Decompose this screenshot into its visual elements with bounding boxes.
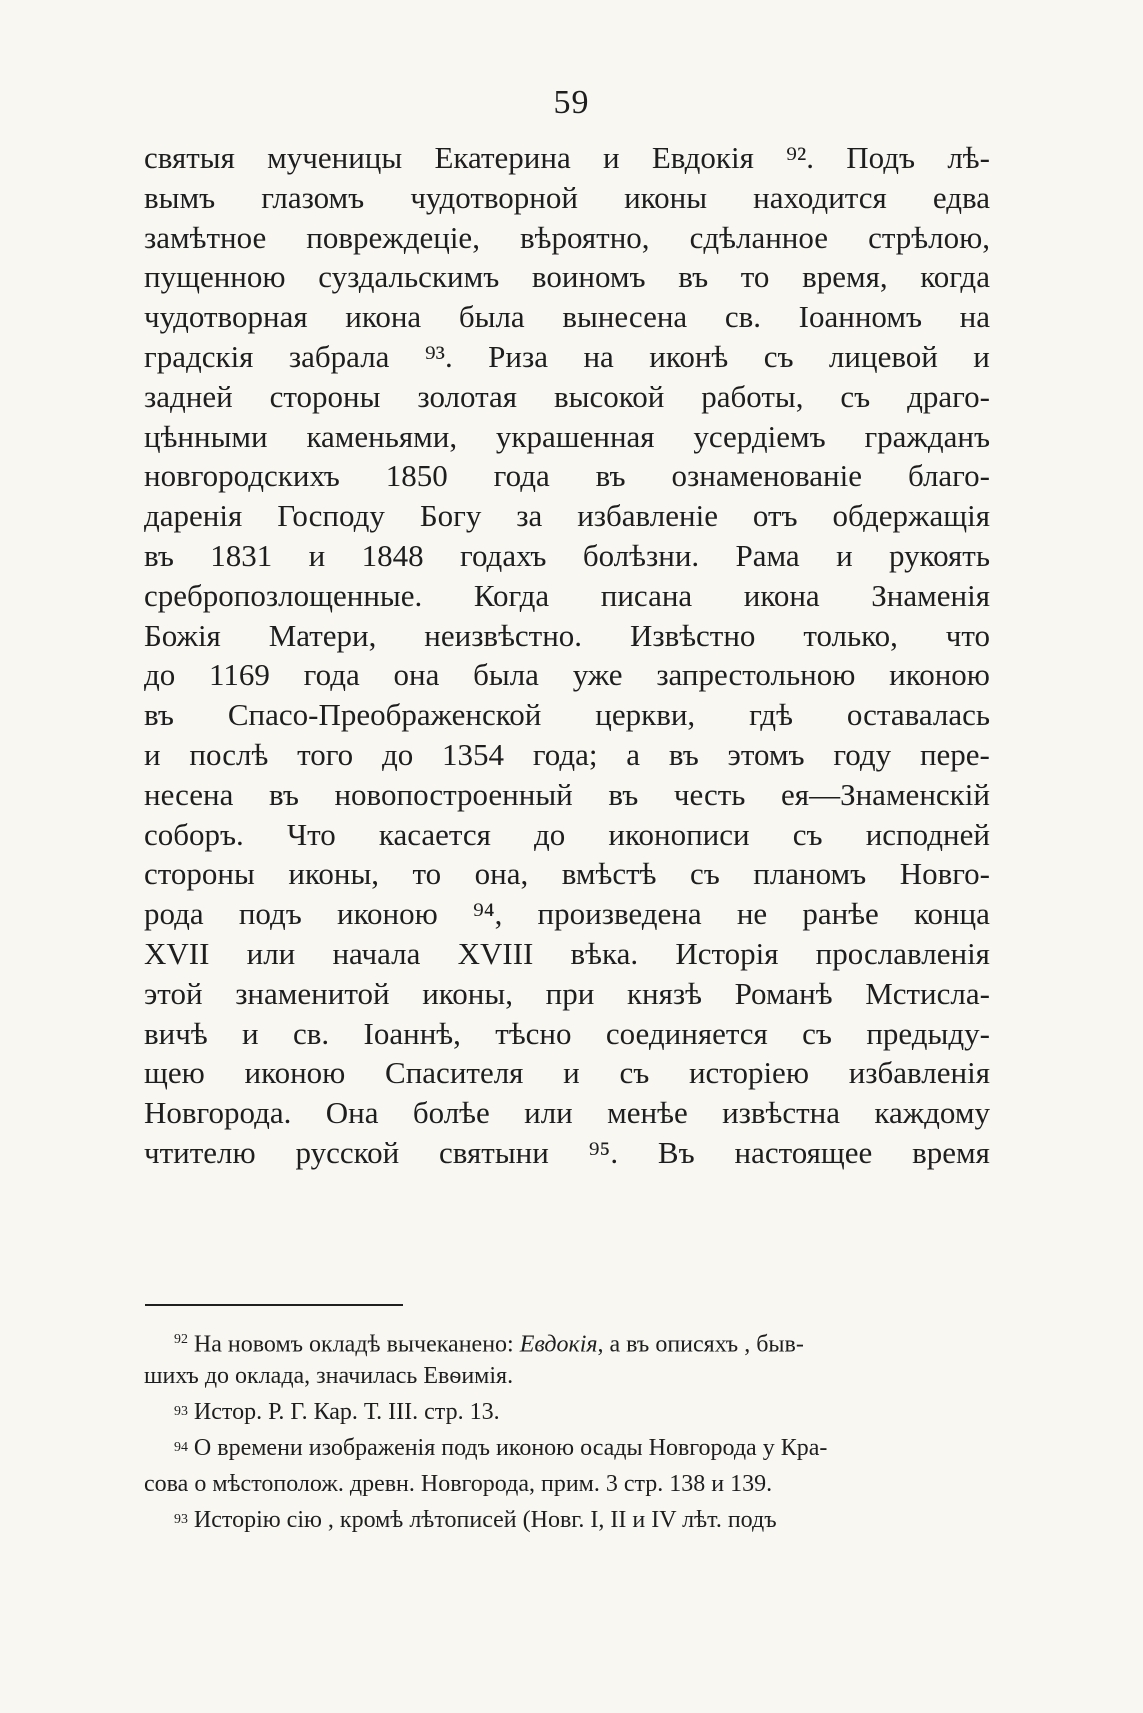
word: каждому — [874, 1095, 990, 1131]
word: за — [516, 498, 543, 534]
word: съ — [840, 378, 871, 414]
word: рода — [144, 896, 204, 932]
word: до — [381, 736, 414, 772]
word: вынесена — [562, 299, 688, 335]
word: избавленія — [848, 1055, 990, 1091]
footnote-93-marker: 93 — [174, 1404, 188, 1419]
footnote-92-italic-name: Евдокія — [519, 1331, 598, 1358]
word: оставалась — [846, 697, 990, 733]
word: она, — [474, 856, 529, 892]
text-line — [144, 337, 990, 377]
word: при — [545, 975, 595, 1011]
word: ⁹⁵. — [588, 1134, 619, 1170]
text-line — [144, 974, 990, 1014]
word: 1169 — [209, 657, 270, 693]
word: 1354 — [442, 736, 505, 772]
word: воиномъ — [531, 259, 646, 295]
word: пере- — [919, 736, 990, 772]
word: гдѣ — [749, 697, 793, 733]
footnote-94-marker: 94 — [174, 1440, 188, 1455]
text-line — [144, 496, 990, 536]
word: Спасо-Преображенской — [227, 697, 542, 733]
footnote-divider — [145, 1304, 403, 1306]
word: высокой — [553, 378, 665, 414]
word: щею — [144, 1055, 205, 1091]
word: св. — [724, 299, 761, 335]
word: каменьями, — [306, 418, 458, 454]
word: ранѣе — [802, 896, 879, 932]
footnote-93-text: Истор. Р. Г. Кар. Т. III. стр. 13. — [193, 1399, 500, 1425]
footnote-94-line-1 — [144, 1430, 990, 1466]
word: она — [393, 657, 440, 693]
word: этомъ — [727, 736, 805, 772]
word: Риза — [488, 338, 549, 374]
word: и — [603, 140, 620, 175]
text-line — [144, 815, 990, 855]
word: и — [308, 537, 326, 573]
text-line — [144, 775, 990, 815]
word: въ — [678, 259, 709, 295]
word: мученицы — [267, 140, 403, 175]
word: 1831 — [210, 537, 273, 573]
text-line — [144, 1093, 990, 1133]
word: года — [493, 458, 550, 494]
word: начала — [332, 935, 421, 971]
footnote-92-after: , а въ описяхъ , быв- — [597, 1331, 804, 1358]
footnote-95-marker: 93 — [174, 1512, 188, 1527]
word: конца — [913, 896, 990, 932]
word: и — [144, 736, 161, 772]
footnotes — [144, 1322, 990, 1538]
word: лѣ- — [947, 140, 990, 175]
word: лицевой — [828, 338, 938, 374]
word: святыни — [439, 1134, 549, 1170]
text-line — [144, 934, 990, 974]
word: иконою — [336, 896, 438, 932]
word: честь — [673, 776, 746, 812]
word: года — [303, 657, 360, 693]
word: была — [458, 299, 525, 335]
word: прославленія — [815, 935, 990, 971]
word: драго- — [907, 378, 990, 414]
footnote-94-line-1-text: О времени изображенія подъ иконою осады Новгорода у Кра- — [193, 1435, 828, 1461]
word: соединяется — [605, 1015, 768, 1051]
word: украшенная — [495, 418, 655, 454]
footnote-93 — [144, 1394, 990, 1430]
word: уже — [572, 657, 623, 693]
word: сребропозлощенные. — [144, 577, 423, 613]
word: Іоаннѣ, — [363, 1015, 461, 1051]
word: даренія — [144, 498, 243, 534]
word: Подъ — [846, 140, 916, 175]
word: Новгорода. — [144, 1095, 292, 1131]
word: 1848 — [361, 537, 424, 573]
word: въ — [595, 458, 626, 494]
text-line — [144, 178, 990, 218]
text-line — [144, 655, 990, 695]
word: или — [524, 1095, 573, 1131]
word: годахъ — [460, 537, 547, 573]
footnote-92-marker: 92 — [174, 1332, 188, 1347]
word: суздальскимъ — [318, 259, 500, 295]
text-line — [144, 894, 990, 934]
footnote-94-line-2: сова о мѣстополож. древн. Новгорода, прим. 3 стр. 138 и 139. — [144, 1471, 773, 1497]
word: съ — [689, 856, 720, 892]
word: забрала — [288, 338, 390, 374]
word: благо- — [907, 458, 990, 494]
word: Богу — [419, 498, 482, 534]
word: того — [297, 736, 354, 772]
text-line — [144, 576, 990, 616]
word: года; — [532, 736, 598, 772]
word: икона — [743, 577, 820, 613]
word: Извѣстно — [629, 617, 756, 653]
word: замѣтное — [144, 219, 267, 255]
word: соборъ. — [144, 816, 244, 852]
word: Знаменія — [871, 577, 990, 613]
word: въ — [144, 537, 174, 573]
text-line — [144, 417, 990, 457]
word: въ — [608, 776, 639, 812]
word: неизвѣстно. — [424, 617, 583, 653]
word: находится — [753, 179, 887, 215]
word: чудотворная — [144, 299, 308, 335]
word: Рама — [735, 537, 800, 573]
word: Божія — [144, 617, 221, 653]
word: съ — [763, 338, 794, 374]
word: градскія — [144, 338, 254, 374]
text-line — [144, 456, 990, 496]
word: вымъ — [144, 179, 216, 215]
word: на — [959, 299, 990, 335]
word: знаменитой — [235, 975, 390, 1011]
word: Спасителя — [385, 1055, 524, 1091]
word: золотая — [417, 378, 518, 414]
text-line — [144, 218, 990, 258]
word: иконѣ — [649, 338, 729, 374]
word: исподней — [865, 816, 990, 852]
word: съ — [792, 816, 823, 852]
word: святыя — [144, 140, 235, 175]
text-line — [144, 735, 990, 775]
word: тѣсно — [495, 1015, 572, 1051]
word: ознаменованіе — [671, 458, 863, 494]
word: или — [246, 935, 296, 971]
word: ⁹³. — [424, 338, 453, 374]
word: болѣзни. — [582, 537, 700, 573]
footnote-92-line-2: шихъ до оклада, значилась Евѳимія. — [144, 1363, 514, 1389]
word: а — [626, 736, 641, 772]
word: въ — [268, 776, 299, 812]
word: цѣнными — [144, 418, 268, 454]
word: этой — [144, 975, 203, 1011]
text-line — [144, 616, 990, 656]
word: чтителю — [144, 1134, 256, 1170]
word: иконы, — [288, 856, 380, 892]
text-line — [144, 536, 990, 576]
word: князѣ — [626, 975, 702, 1011]
word: иконою — [244, 1055, 346, 1091]
word: иконы — [624, 179, 708, 215]
word: ея—Знаменскій — [781, 776, 990, 812]
word: Матери, — [268, 617, 377, 653]
word: и — [563, 1055, 580, 1091]
word: болѣе — [412, 1095, 490, 1131]
word: году — [833, 736, 892, 772]
word: гражданъ — [864, 418, 990, 454]
footnote-92-line-1 — [144, 1322, 990, 1358]
text-line — [144, 297, 990, 337]
word: работы, — [701, 378, 804, 414]
text-line — [144, 1053, 990, 1093]
word: въ — [144, 697, 174, 733]
word: планомъ — [753, 856, 867, 892]
word: сдѣланное — [689, 219, 829, 255]
word: касается — [378, 816, 491, 852]
word: едва — [932, 179, 990, 215]
word: отъ — [752, 498, 798, 534]
word: менѣе — [607, 1095, 688, 1131]
word: Что — [286, 816, 336, 852]
text-line — [144, 138, 990, 178]
word: стрѣлою, — [868, 219, 990, 255]
word: XVII — [144, 935, 210, 971]
word: задней — [144, 378, 233, 414]
word: иконы, — [422, 975, 513, 1011]
word: съ — [802, 1015, 832, 1051]
word: Она — [325, 1095, 379, 1131]
text-line — [144, 1014, 990, 1054]
word: время — [912, 1134, 990, 1170]
word: произведена — [537, 896, 702, 932]
footnote-92-before: На новомъ окладѣ вычеканено: — [193, 1331, 514, 1358]
word: стороны — [269, 378, 381, 414]
word: съ — [619, 1055, 650, 1091]
word: пущенною — [144, 259, 286, 295]
word: и — [836, 537, 853, 573]
text-line — [144, 1133, 990, 1173]
word: обдержащія — [832, 498, 990, 534]
word: церкви, — [595, 697, 696, 733]
word: то — [412, 856, 442, 892]
word: Новго- — [899, 856, 990, 892]
word: Іоанномъ — [798, 299, 922, 335]
word: иконописи — [608, 816, 750, 852]
page-number: 59 — [553, 84, 590, 121]
main-text — [144, 138, 990, 1173]
word: Когда — [473, 577, 550, 613]
word: XVIII — [457, 935, 534, 971]
word: запрестольною — [656, 657, 856, 693]
word: на — [583, 338, 614, 374]
word: Евдокія — [651, 140, 754, 175]
word: иконою — [889, 657, 990, 693]
word: подъ — [238, 896, 302, 932]
word: стороны — [144, 856, 255, 892]
word: писана — [600, 577, 693, 613]
word: до — [533, 816, 566, 852]
word: 1850 — [385, 458, 448, 494]
word: Исторія — [675, 935, 779, 971]
text-line — [144, 695, 990, 735]
word: Мстисла- — [865, 975, 990, 1011]
word: вмѣстѣ — [561, 856, 657, 892]
word: время, — [802, 259, 888, 295]
footnote-92-text-start — [174, 1322, 804, 1358]
word: Екатерина — [434, 140, 571, 175]
word: повреждеціе, — [306, 219, 480, 255]
word: новопостроенный — [334, 776, 573, 812]
word: новгородскихъ — [144, 458, 340, 494]
word: не — [736, 896, 768, 932]
word: была — [473, 657, 539, 693]
word: и — [242, 1015, 259, 1051]
word: то — [740, 259, 770, 295]
word: русской — [295, 1134, 400, 1170]
word: что — [945, 617, 990, 653]
word: ⁹². — [786, 140, 814, 175]
word: только, — [803, 617, 898, 653]
word: въ — [668, 736, 699, 772]
word: Господу — [277, 498, 385, 534]
word: Въ — [657, 1134, 695, 1170]
word: рукоять — [889, 537, 990, 573]
word: св. — [293, 1015, 330, 1051]
word: исторіею — [688, 1055, 809, 1091]
word: до — [144, 657, 176, 693]
word: настоящее — [734, 1134, 873, 1170]
word: и — [973, 338, 990, 374]
word: вичѣ — [144, 1015, 208, 1051]
word: чудотворной — [410, 179, 578, 215]
footnote-95 — [144, 1502, 990, 1538]
word: Романѣ — [734, 975, 833, 1011]
word: вѣка. — [570, 935, 639, 971]
word: ⁹⁴, — [472, 896, 503, 932]
word: когда — [920, 259, 990, 295]
text-line — [144, 257, 990, 297]
word: предыду- — [866, 1015, 990, 1051]
word: вѣроятно, — [520, 219, 650, 255]
word: послѣ — [189, 736, 269, 772]
word: несена — [144, 776, 234, 812]
word: глазомъ — [261, 179, 365, 215]
text-line — [144, 854, 990, 894]
word: усердіемъ — [693, 418, 826, 454]
footnote-95-text: Исторію сію , кромѣ лѣтописей (Новг. I, II и IV лѣт. подъ — [193, 1507, 777, 1533]
word: извѣстна — [722, 1095, 841, 1131]
word: икона — [345, 299, 422, 335]
text-line — [144, 377, 990, 417]
word: избавленіе — [577, 498, 718, 534]
